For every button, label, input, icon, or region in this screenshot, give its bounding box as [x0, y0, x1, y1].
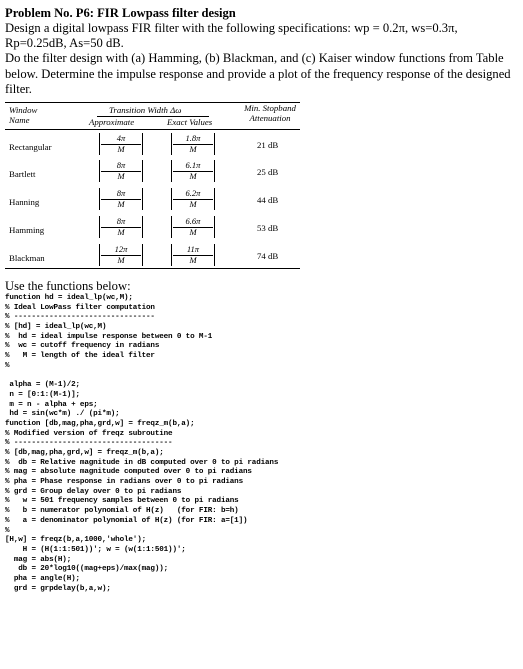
- code-line: n = [0:1:(M-1)];: [5, 390, 80, 399]
- window-table: [5, 102, 300, 272]
- min-stopband-attenuation: 21 dB: [257, 140, 279, 150]
- header-exact: Exact Values: [167, 117, 213, 127]
- code-line: % --------------------------------: [5, 313, 155, 322]
- exact-width: [173, 245, 213, 265]
- code-line: pha = angle(H);: [5, 574, 80, 583]
- code-line: function hd = ideal_lp(wc,M);: [5, 294, 133, 302]
- approx-denominator: M: [117, 254, 125, 265]
- exact-right-bar: [214, 188, 215, 210]
- header-window-line2: Name: [9, 114, 30, 125]
- approx-numerator: 12π: [101, 245, 141, 256]
- code-listing: [5, 294, 520, 594]
- window-name: Blackman: [9, 253, 45, 263]
- exact-left-bar: [171, 133, 172, 155]
- approx-left-bar: [99, 133, 100, 155]
- code-line: % Modified version of freqz subroutine: [5, 429, 173, 438]
- exact-numerator: 6.6π: [173, 217, 213, 228]
- approx-denominator: M: [117, 226, 125, 237]
- intro-task-paragraph: Do the filter design with (a) Hamming, (b) Blackman, and (c) Kaiser window functions from Table below. Determine the impulse response and provide a plot of the frequency response of the designed filter.: [5, 51, 511, 96]
- header-transition: Transition Width Δω: [109, 105, 182, 115]
- approx-denominator: M: [117, 143, 125, 154]
- approx-width: [101, 189, 141, 209]
- code-line: alpha = (M-1)/2;: [5, 381, 80, 390]
- min-stopband-attenuation: 25 dB: [257, 167, 279, 177]
- approx-numerator: 8π: [101, 161, 141, 172]
- code-line: grd = grpdelay(b,a,w);: [5, 584, 111, 593]
- approx-left-bar: [99, 160, 100, 182]
- header-approximate: Approximate: [89, 117, 135, 127]
- code-line: % w = 501 frequency samples between 0 to pi radians: [5, 497, 239, 506]
- min-stopband-attenuation: 74 dB: [257, 251, 279, 261]
- code-line: function [db,mag,pha,grd,w] = freqz_m(b,a);: [5, 419, 195, 428]
- code-line: % Ideal LowPass filter computation: [5, 303, 155, 312]
- code-line: % M = length of the ideal filter: [5, 352, 155, 361]
- exact-denominator: M: [189, 254, 197, 265]
- window-name: Hamming: [9, 225, 45, 235]
- code-line: db = 20*log10((mag+eps)/max(mag));: [5, 565, 169, 574]
- code-line: % b = numerator polynomial of H(z) (for FIR: b=h): [5, 507, 239, 516]
- code-line: % wc = cutoff frequency in radians: [5, 342, 160, 351]
- problem-title: Problem No. P6: FIR Lowpass filter design: [5, 6, 236, 20]
- approx-right-bar: [142, 160, 143, 182]
- approx-left-bar: [99, 216, 100, 238]
- approx-left-bar: [99, 188, 100, 210]
- intro-spec-paragraph: Design a digital lowpass FIR filter with the following specifications: wp = 0.2π, ws=0.3π, Rp=0.25dB, As=50 dB.: [5, 21, 458, 51]
- code-line: mag = abs(H);: [5, 555, 72, 564]
- exact-width: [173, 134, 213, 154]
- header-atten-line1: Min. Stopband: [244, 103, 296, 113]
- approx-denominator: M: [117, 198, 125, 209]
- code-line: %: [5, 361, 10, 370]
- window-name: Bartlett: [9, 169, 36, 179]
- header-atten-line2: Attenuation: [249, 112, 291, 123]
- approx-denominator: M: [117, 170, 125, 181]
- code-line: % grd = Group delay over 0 to pi radians: [5, 487, 182, 496]
- code-line: % hd = ideal impulse response between 0 to M-1: [5, 332, 213, 341]
- code-line: [H,w] = freqz(b,a,1000,'whole');: [5, 536, 147, 545]
- approx-width: [101, 161, 141, 181]
- exact-right-bar: [214, 216, 215, 238]
- header-window: [9, 106, 37, 125]
- min-stopband-attenuation: 44 dB: [257, 195, 279, 205]
- exact-denominator: M: [189, 170, 197, 181]
- table-bottom-rule: [5, 268, 300, 269]
- exact-right-bar: [214, 160, 215, 182]
- exact-numerator: 6.1π: [173, 161, 213, 172]
- approx-right-bar: [142, 216, 143, 238]
- approx-width: [101, 245, 141, 265]
- exact-left-bar: [171, 216, 172, 238]
- code-line: % ------------------------------------: [5, 439, 173, 448]
- min-stopband-attenuation: 53 dB: [257, 223, 279, 233]
- approx-width: [101, 134, 141, 154]
- problem-intro: [5, 21, 520, 97]
- code-line: hd = sin(wc*m) ./ (pi*m);: [5, 410, 120, 419]
- approx-numerator: 8π: [101, 189, 141, 200]
- approx-width: [101, 217, 141, 237]
- approx-right-bar: [142, 133, 143, 155]
- exact-denominator: M: [189, 198, 197, 209]
- exact-right-bar: [214, 244, 215, 266]
- exact-width: [173, 217, 213, 237]
- exact-denominator: M: [189, 143, 197, 154]
- code-line: % pha = Phase response in radians over 0 to pi radians: [5, 478, 243, 487]
- use-functions-line: Use the functions below:: [5, 279, 131, 293]
- approx-numerator: 4π: [101, 134, 141, 145]
- code-line: %: [5, 526, 10, 535]
- window-name: Hanning: [9, 197, 40, 207]
- header-attenuation: [241, 104, 299, 123]
- approx-right-bar: [142, 244, 143, 266]
- exact-numerator: 1.8π: [173, 134, 213, 145]
- code-line: % a = denominator polynomial of H(z) (for FIR: a=[1]): [5, 516, 248, 525]
- exact-numerator: 11π: [173, 245, 213, 256]
- exact-right-bar: [214, 133, 215, 155]
- exact-left-bar: [171, 244, 172, 266]
- approx-numerator: 8π: [101, 217, 141, 228]
- exact-denominator: M: [189, 226, 197, 237]
- window-name: Rectangular: [9, 142, 52, 152]
- code-line: % db = Relative magnitude in dB computed over 0 to pi radians: [5, 458, 279, 467]
- code-line: % [db,mag,pha,grd,w] = freqz_m(b,a);: [5, 449, 164, 457]
- code-line: % mag = absolute magnitude computed over 0 to pi radians: [5, 468, 252, 477]
- exact-numerator: 6.2π: [173, 189, 213, 200]
- exact-left-bar: [171, 188, 172, 210]
- code-line: [5, 372, 520, 382]
- approx-left-bar: [99, 244, 100, 266]
- exact-width: [173, 161, 213, 181]
- table-header-rule: [5, 129, 300, 130]
- code-line: H = (H(1:1:501))'; w = (w(1:1:501))';: [5, 545, 186, 554]
- exact-left-bar: [171, 160, 172, 182]
- header-window-line1: Window: [9, 105, 38, 115]
- exact-width: [173, 189, 213, 209]
- approx-right-bar: [142, 188, 143, 210]
- code-line: % [hd] = ideal_lp(wc,M): [5, 323, 107, 332]
- code-line: m = n - alpha + eps;: [5, 400, 98, 409]
